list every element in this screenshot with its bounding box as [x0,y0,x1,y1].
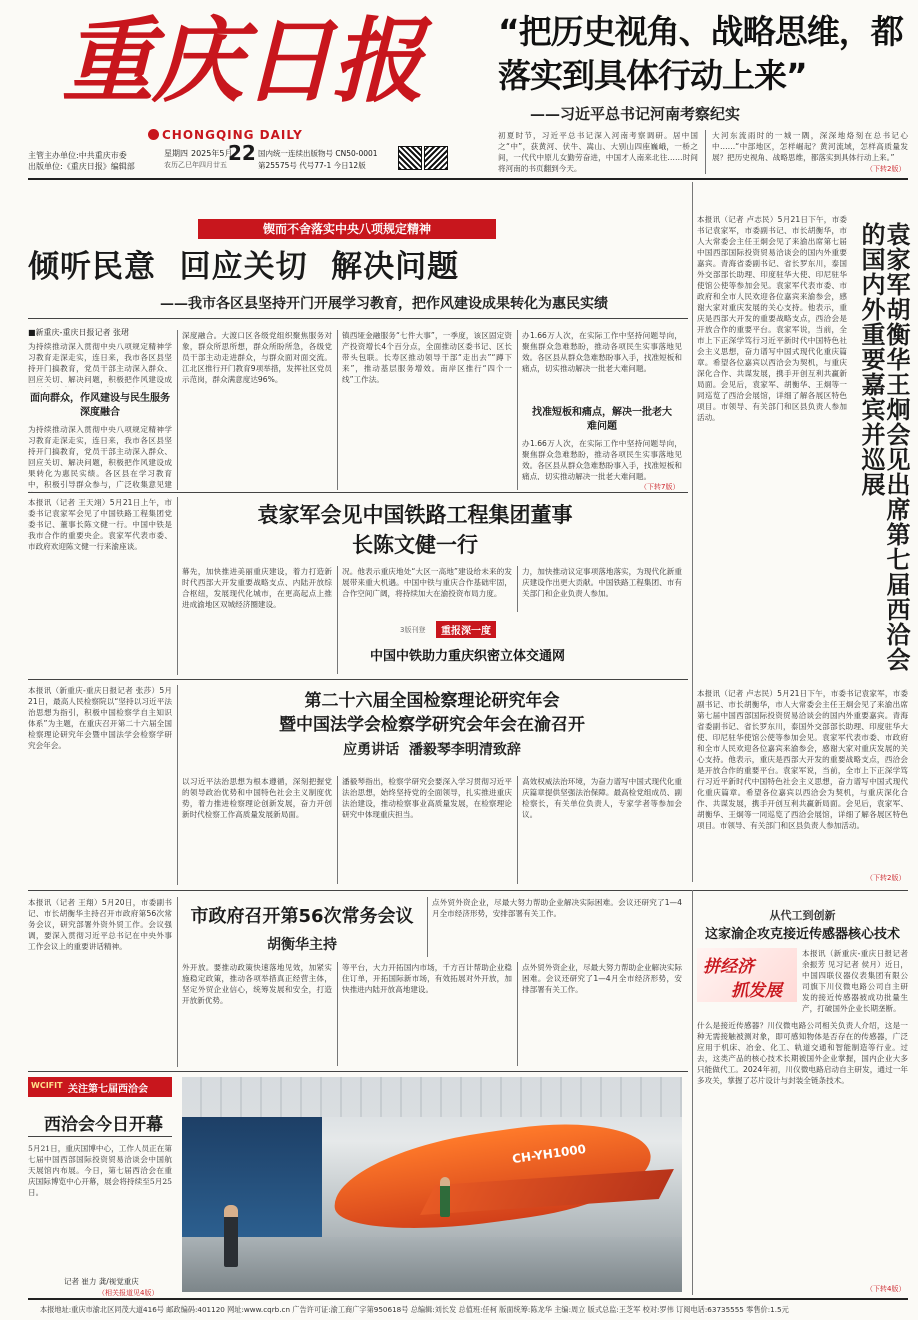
lead-jump: （下转7版） [640,483,680,491]
rail-title: 袁家军会见中国铁路工程集团董事长陈文健一行 [257,503,573,557]
divider [337,330,338,490]
logo-circle-icon [148,129,159,140]
rail-body-2: 幕先，加快推进美丽重庆建设，着力打造新时代西部大开发重要战略支点、内陆开放综合枢纽，发展现代化城市，在更高起点上推进成渝地区双城经济圈建设。 [182,567,332,609]
masthead-issue: 第25575号 代号77-1 今日12版 [258,161,366,170]
divider [337,962,338,1066]
rail-link-prefix: 3版刊登 [400,626,426,634]
sensor-jump: （下转4版） [866,1285,906,1293]
headline-sub: ——习近平总书记河南考察纪实 [530,105,741,123]
lead-body-1: 为持续推动深入贯彻中央八项规定精神学习教育走深走实，连日来，我市各区县坚持开门搞教育，党员干部主动深入群众、回应关切、解决问题，积极把作风建设成 [28,342,172,384]
xiqia-title: 西洽会今日开幕 [44,1115,163,1135]
top-strip-col2: 大河东流雨时的一城一隅，深深地烙刻在总书记心中……“中部地区，怎样崛起？黄河流域，怎样高质量发展？把历史视角、战略思维，都落实到具体行动上来。” [712,131,908,162]
sensor-body-1: 本报讯（新重庆-重庆日报记者 余振芳 见习记者 侯月）近日，中国四联仪器仪表集团有限公司旗下川仪微电路公司自主研发的接近传感器被成功批量生产，打破国外企业长期垄断。 [802,949,908,1013]
proc-body-3: 潘毅琴指出，检察学研究会要深入学习贯彻习近平法治思想，始终坚持党的全面领导，扎实推进重庆法治建设，推动检察事业高质量发展，在检察理论研究中体现重庆担当。 [342,777,512,819]
divider [517,330,518,490]
headline-quote: “把历史视角、战略思维，都落实到具体行动上来” [498,12,903,95]
exec-body-1: 本报讯（记者 王翔）5月20日，市委副书记、市长胡衡华主持召开市政府第56次常务会议，研究部署外资外贸工作。会议强调，要深入贯彻习近平总书记在中央外事工作会议上的重要讲话精神。 [28,898,172,951]
banner-tag [198,219,496,239]
xiqia-tag-text: 关注第七届西洽会 [68,1084,148,1095]
proc-title-2: 暨中国法学会检察学研究会年会在渝召开 [279,715,585,735]
rail-body-4: 力，加快推动议定事项落地落实，为现代化新重庆建设作出更大贡献。中国铁路工程集团、市有关部门和企业负责人参加。 [522,567,682,598]
divider [28,318,688,319]
divider [705,130,706,174]
rail-body-1: 本报讯（记者 王天翊）5月21日上午，市委书记袁家军会见了中国铁路工程集团党委书记、董事长陈文健一行。中国中铁是我市合作的重要央企。袁家军代表市委、市政府欢迎陈文健一行来渝座谈。 [28,498,172,551]
sensor-body-2: 什么是接近传感器？川仪微电路公司相关负责人介绍，这是一种无需接触被测对象，即可感知物体是否存在的传感器，广泛应用于机床、冶金、化工、轨道交通和智能制造等行业。过去，这类产品的核心技术长期被国外企业掌握，国内企业大多只能做代工。2024年初，川仪微电路启动自主研发，通过一年多攻关，掌握了芯片设计与封装全链条技术。 [697,1021,908,1085]
masthead-weekday: 星期四 [164,149,188,158]
lead-subhead-1: 面向群众，作风建设与民生服务深度融合 [30,393,170,418]
divider [28,890,908,891]
rail-body-3: 况。他表示重庆地处“大区一高地”建设给未来的发展带来重大机遇。中国中铁与重庆合作基础牢固，合作空间广阔，将持续加大在渝投资布局力度。 [342,567,512,598]
qr-code-icon-2 [424,146,448,170]
masthead-sponsor: 主管主办单位:中共重庆市委 [28,151,127,160]
divider [517,776,518,884]
divider [517,566,518,612]
masthead-logo: 重庆日报 [62,7,423,115]
sensor-badge-line2: 抓发展 [731,981,782,1001]
masthead-logo-en-text: CHONGQING DAILY [162,128,303,142]
divider [177,497,178,675]
exec-body-4: 点外贸外资企业，尽最大努力帮助企业解决实际困难。会议还研究了1—4月全市经济形势，安排部署有关工作。 [432,898,682,918]
masthead-publisher: 出版单位:《重庆日报》编辑部 [28,162,135,171]
right-col-jump: （下转2版） [866,874,906,882]
divider [427,897,428,957]
divider [28,1071,688,1072]
divider [28,492,688,493]
divider [177,897,178,1067]
photo-person-icon [224,1205,238,1267]
divider [517,962,518,1066]
rail-link-title: 中国中铁助力重庆织密立体交通网 [370,649,566,664]
photo-worker-icon [440,1177,450,1217]
masthead-lunar: 农历乙巳年四月廿五 [164,161,227,169]
sensor-kicker: 从代工到创新 [769,909,836,922]
sensor-badge-line1: 拼经济 [703,957,754,977]
proc-subtitle: 应勇讲话 潘毅琴李明清致辞 [343,742,521,758]
divider [337,566,338,674]
photo-wall-icon [182,1117,322,1237]
lead-body-4: 办1.66万人次，在实际工作中坚持问题导向，聚焦群众急难愁盼，推动各项民生实事落地见效。各区县从群众急难愁盼事入手，找准短板和痛点，切实推动解决一批老大难问题。 [522,331,682,373]
qr-code-icon [398,146,422,170]
masthead-rule [28,178,908,180]
xiqia-tag [28,1077,172,1097]
xiqia-credit: 记者 崔力 龚/视觉重庆 [64,1277,139,1286]
photo-ceiling-icon [182,1077,682,1117]
xiqia-photo [182,1077,682,1292]
proc-body-2: 以习近平法治思想为根本遵循，深刻把握党的领导政治优势和中国特色社会主义制度优势，着力推进检察理论创新发展，奋力开创新时代检察工作高质量发展新局面。 [182,777,332,819]
xiqia-tag-logo: WCIFIT [31,1081,63,1090]
lead-body-2: 深度融合。大渡口区各级党组织聚焦服务对象，群众所思所想，群众所盼所急，各级党员干部主动走进群众，与群众面对面交流。江北区推行开门教育9项举措，发挥社区党员示范岗，群众满意度达96%。 [182,331,332,384]
right-col-title: 袁家军胡衡华王炯会见出席第七届西洽会的国内外重要嘉宾并巡展 [857,222,910,672]
lead-body-4b: 办1.66万人次，在实际工作中坚持问题导向，聚焦群众急难愁盼，推动各项民生实事落地见效。各区县从群众急难愁盼事入手，找准短板和痛点，切实推动解决一批老大难问题。 [522,439,682,480]
lead-subhead-2: 找准短板和痛点，解决一批老大难问题 [532,407,672,432]
exec-body-3b: 点外贸外资企业，尽最大努力帮助企业解决实际困难。会议还研究了1—4月全市经济形势，安排部署有关工作。 [522,963,682,994]
divider [28,679,688,680]
top-strip-jump: （下转2版） [866,165,906,173]
divider [177,685,178,885]
exec-title: 市政府召开第56次常务会议 [190,906,414,927]
exec-body-2: 外开放。要推动政策快速落地见效，加紧实施稳定政策，推动各项举措真正经营主体，坚定外贸企业信心，统筹发展和安全，打造开放新优势。 [182,963,332,1005]
photo-aircraft-label: CH-YH1000 [511,1141,587,1167]
footer-info: 本报地址:重庆市渝北区同茂大道416号 邮政编码:401120 网址:www.cqrb.cn 广告许可证:渝工商广字第950618号 总编辑:刘长发 总值班:任柯 版面统筹:陈龙华 主编:周立 版式总监:王芝军 校对:罗伟 订阅电话:63735555 零售价:1.5元 [40,1305,789,1314]
rail-link-tag: 重报深一度 [436,621,496,638]
lead-body-1b: 为持续推动深入贯彻中央八项规定精神学习教育走深走实，连日来，我市各区县坚持开门搞教育，党员干部主动深入群众、回应关切、解决问题，积极把作风建设成果转化为惠民实绩。各区县在学习教育中，积极引导群众参与，广泛收集意见建 [28,425,172,489]
top-strip-col1: 初夏时节，习近平总书记深入河南考察调研。居中国之“中”，获黄河、伏牛、嵩山、大别山四座巍峨，一桥之间，一代代中原儿女勤劳奋进，中国才人南来北往……时间将河南的书页翻到今天。 [498,131,698,173]
xiqia-body: 5月21日，重庆国博中心，工作人员正在第七届中国西部国际投资贸易洽谈会中国航天展馆内布展。今日，第七届西洽会在重庆国际博览中心开幕，展会将持续至5月25日。 [28,1144,172,1197]
exec-body-3: 等平台，大力开拓国内市场，千方百计帮助企业稳住订单，开拓国际新市场，有效拓展对外开放，加快推进内陆开放高地建设。 [342,963,512,994]
proc-body-1-real: 本报讯（新重庆-重庆日报记者 张莎）5月21日，最高人民检察院以“坚持以习近平法治思想为指引，积极中国检察学自主知识体系”为主题，在重庆召开第二十六届全国检察理论研究年会暨中国法学会检察学研究会年会。 [28,686,172,750]
masthead-logo-en [148,128,303,142]
divider [692,182,693,882]
masthead-date: 2025年5月 [191,149,233,158]
masthead-day: 22 [228,141,256,165]
sensor-badge [697,948,797,1002]
divider [692,890,693,1295]
sensor-title: 这家渝企攻克接近传感器核心技术 [704,927,900,942]
exec-subtitle: 胡衡华主持 [267,937,337,953]
proc-title-1: 第二十六届全国检察理论研究年会 [304,691,560,711]
divider [337,776,338,884]
proc-body-4: 高效权威法治环境，为奋力谱写中国式现代化重庆篇章提供坚强法治保障。最高检党组成员、副检察长，有关单位负责人，专家学者等参加会议。 [522,777,682,819]
lead-body-3: 镇西垭金融服务“七件大事”，一季度，该区固定资产投资增长4个百分点，全面推动区委书记、区长带头包联。长寿区推动领导干部“走出去”“蹲下来”，推动基层服务增效。南岸区推行“四个一线”工作法。 [342,331,512,384]
divider [177,330,178,490]
banner-tag-text: 锲而不舍落实中央八项规定精神 [262,222,431,236]
divider [28,1136,172,1137]
lead-byline: ■新重庆-重庆日报记者 张珺 [28,328,129,337]
right-col-body-a: 本报讯（记者 卢志民）5月21日下午，市委书记袁家军，市委副书记、市长胡衡华，市人大常委会主任王炯会见了来渝出席第七届中国西部国际投资贸易洽谈会的国内外重要嘉宾。青海省委副书记、省长罗东川，泰国外交部部长助理、印度驻华大使、印尼驻华使馆公使等参加会见。袁家军代表市委、市政府和全市人民欢迎各位嘉宾来渝参会，感谢大家对重庆发展的关心支持。他表示，重庆是西部大开发的重要战略支点，西洽会是开放合作的重要平台。袁家军说，当前，全市上下正深学笃行习近平新时代中国特色社会主义思想，奋力谱写中国式现代化重庆篇章。希望各位嘉宾以西洽会为契机，与重庆深化合作、共谋发展，携手开创互利共赢新局面。会见后，袁家军、胡衡华、王炯等一同巡览了西洽会展馆，详细了解各展区特色项目。市领导、有关部门和区县负责人参加活动。 [697,215,847,422]
rail-link[interactable] [370,621,660,665]
photo-floor-icon [182,1237,682,1292]
masthead-cn-number: 国内统一连续出版物号 CN50-0001 [258,149,378,158]
lead-subtitle: ——我市各区县坚持开门开展学习教育，把作风建设成果转化为惠民实绩 [160,296,608,312]
right-col-body-b: 本报讯（记者 卢志民）5月21日下午，市委书记袁家军，市委副书记、市长胡衡华，市人大常委会主任王炯会见了来渝出席第七届中国西部国际投资贸易洽谈会的国内外重要嘉宾。青海省委副书记、省长罗东川，泰国外交部部长助理、印度驻华大使、印尼驻华使馆公使等参加会见。袁家军代表市委、市政府和全市人民欢迎各位嘉宾来渝参会，感谢大家对重庆发展的关心支持。他表示，重庆是西部大开发的重要战略支点，西洽会是开放合作的重要平台。袁家军说，当前，全市上下正深学笃行习近平新时代中国特色社会主义思想，奋力谱写中国式现代化重庆篇章。希望各位嘉宾以西洽会为契机，与重庆深化合作、共谋发展，携手开创互利共赢新局面。会见后，袁家军、胡衡华、王炯等一同巡览了西洽会展馆，详细了解各展区特色项目。市领导、有关部门和区县负责人参加活动。 [697,689,908,830]
lead-title: 倾听民意 回应关切 解决问题 [28,249,460,285]
footer-rule [28,1298,908,1300]
xiqia-jump: （相关报道见4版） [98,1289,159,1297]
